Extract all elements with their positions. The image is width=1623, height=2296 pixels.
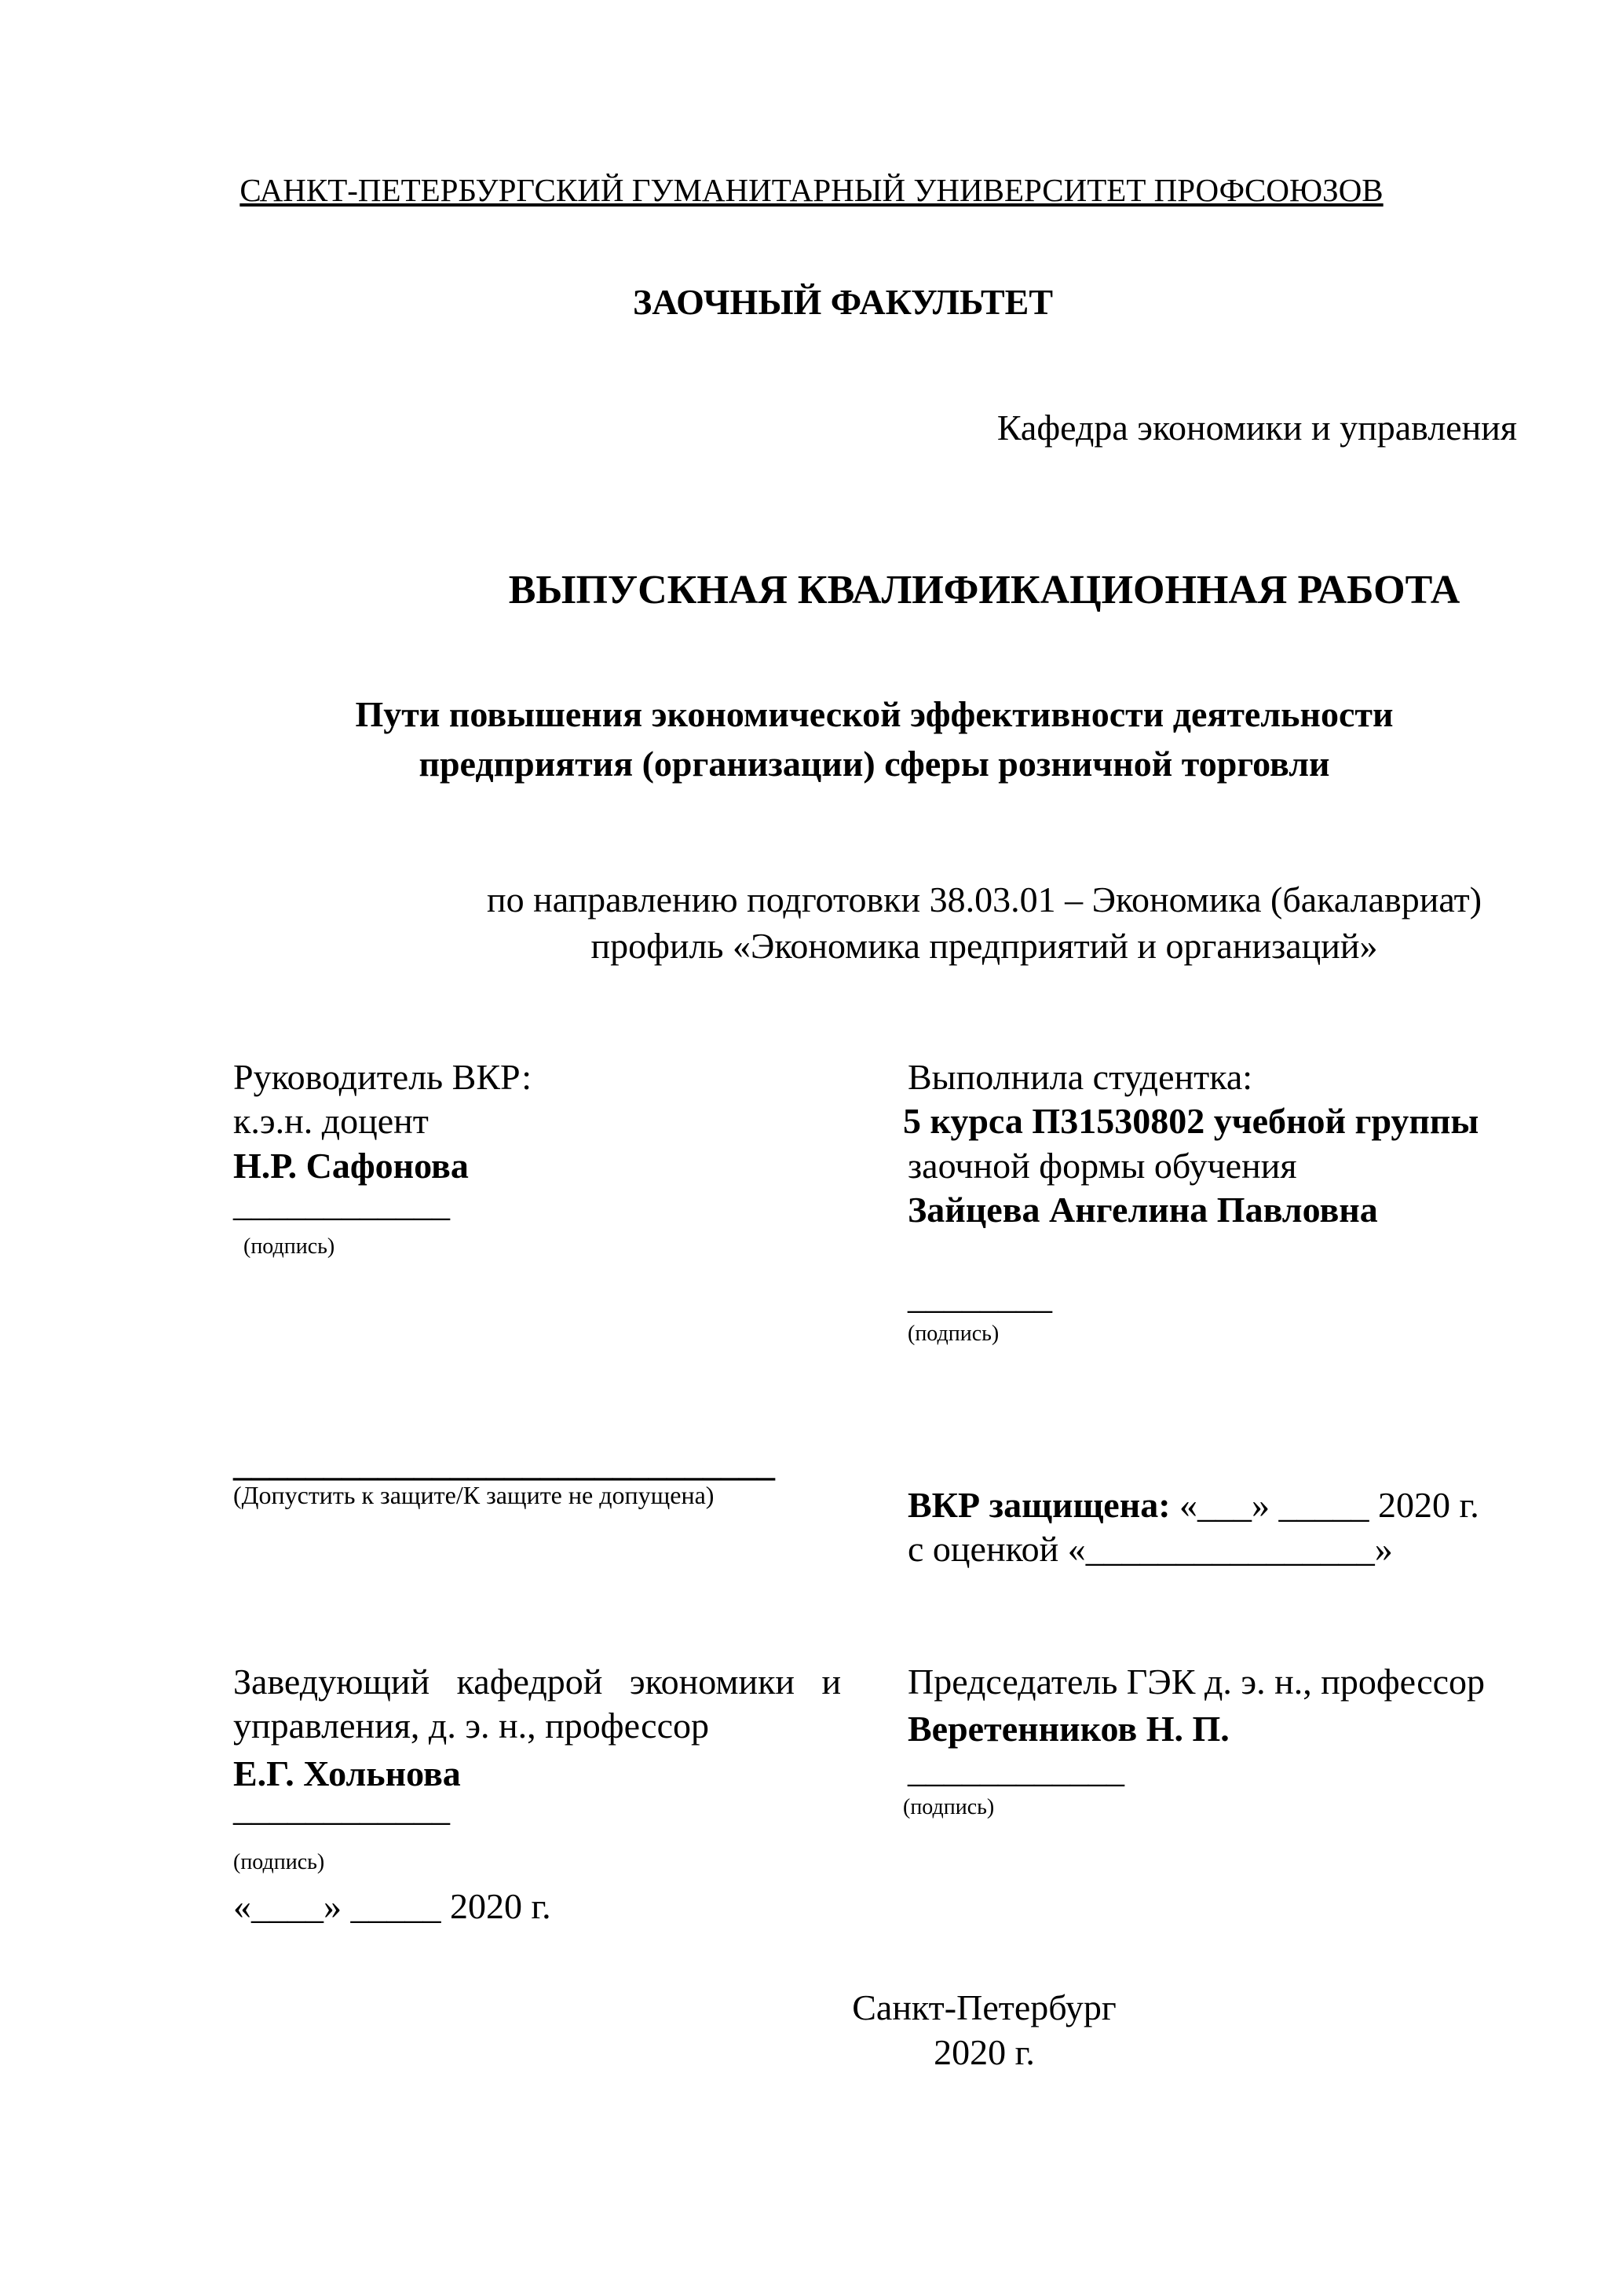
defense-grade: с оценкой «________________»	[908, 1529, 1393, 1569]
chair-signature-line: ____________	[908, 1749, 1124, 1790]
head-signature-line: ____________	[233, 1788, 450, 1828]
chair-position: Председатель ГЭК д. э. н., профессор	[908, 1662, 1486, 1702]
supervisor-name: Н.Р. Сафонова	[233, 1146, 469, 1186]
faculty-heading: ЗАОЧНЫЙ ФАКУЛЬТЕТ	[632, 282, 1054, 322]
thesis-title-line-1: Пути повышения экономической эффективности деятельности	[355, 694, 1394, 734]
student-study-form: заочной формы обучения	[908, 1146, 1297, 1186]
admission-line: ______________________________	[233, 1443, 775, 1483]
student-signature-caption: (подпись)	[908, 1322, 1000, 1346]
supervisor-signature-caption: (подпись)	[243, 1234, 335, 1259]
year: 2020 г.	[934, 2032, 1035, 2072]
head-position-line-1: Заведующий кафедрой экономики и	[233, 1662, 842, 1702]
student-signature-line: ________	[908, 1276, 1052, 1316]
supervisor-label: Руководитель ВКР:	[233, 1057, 532, 1097]
work-type-heading: ВЫПУСКНАЯ КВАЛИФИКАЦИОННАЯ РАБОТА	[508, 568, 1460, 612]
student-label: Выполнила студентка:	[908, 1057, 1253, 1097]
head-signature-caption: (подпись)	[233, 1850, 325, 1874]
student-group: 5 курса П31530802 учебной группы	[903, 1101, 1479, 1141]
head-date: «____» _____ 2020 г.	[233, 1886, 551, 1926]
direction-line-2: профиль «Экономика предприятий и организаций»	[590, 926, 1378, 966]
defense-date: «___» _____ 2020 г.	[1170, 1485, 1479, 1525]
direction-line-1: по направлению подготовки 38.03.01 – Экономика (бакалавриат)	[486, 879, 1482, 919]
head-position-line-2: управления, д. э. н., профессор	[233, 1706, 709, 1746]
head-name: Е.Г. Хольнова	[233, 1753, 461, 1793]
chair-name: Веретенников Н. П.	[908, 1709, 1230, 1749]
admission-caption: (Допустить к защите/К защите не допущена)	[233, 1481, 715, 1509]
chair-signature-caption: (подпись)	[903, 1795, 995, 1819]
thesis-title-line-2: предприятия (организации) сферы розничной торговли	[419, 744, 1330, 784]
university-name: САНКТ-ПЕТЕРБУРГСКИЙ ГУМАНИТАРНЫЙ УНИВЕРСИТЕТ ПРОФСОЮЗОВ	[239, 172, 1384, 208]
defense-status	[908, 1483, 1479, 1527]
student-name: Зайцева Ангелина Павловна	[908, 1190, 1378, 1230]
defense-label: ВКР защищена:	[908, 1485, 1171, 1525]
supervisor-degree: к.э.н. доцент	[233, 1101, 429, 1141]
department-name: Кафедра экономики и управления	[996, 408, 1517, 448]
supervisor-signature-line: ____________	[233, 1183, 450, 1223]
city: Санкт-Петербург	[852, 1987, 1117, 2027]
